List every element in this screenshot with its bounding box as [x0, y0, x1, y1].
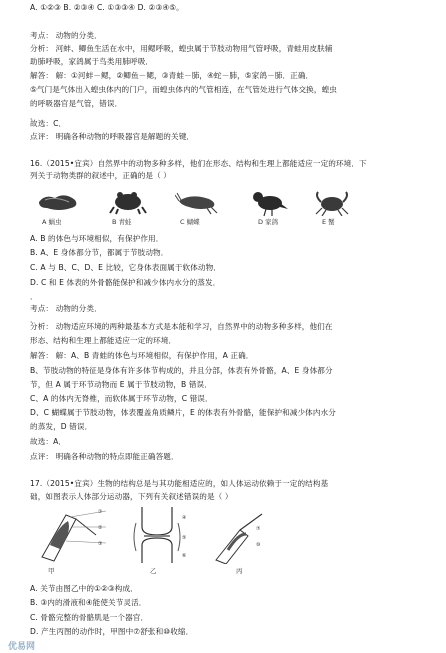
figure-label-yi: 乙 — [150, 567, 157, 575]
arm-flex-figure — [212, 510, 272, 564]
animal-caption-b: B 青蛙 — [112, 218, 132, 226]
q16-jieda-1: 解答： 解：A、B 青蛙的体色与环境相似，有保护作用，A 正确． — [30, 351, 254, 360]
q16-option-b: B. A、E 身体都分节，都属于节肢动物． — [30, 248, 169, 257]
svg-text:⑤: ⑤ — [182, 535, 187, 541]
animal-caption-e: E 蟹 — [322, 218, 335, 226]
q17-stem-2: 础，如图表示人体部分运动器，下列有关叙述错误的是（ ） — [30, 492, 233, 501]
q16-fenxi-1: 分析： 动物适应环境的两种最基本方式是本能和学习，自然界中的动物多种多样，他们在 — [30, 322, 333, 331]
q17-option-c: C. 骨骼完整的骨骼肌是一个器官． — [30, 613, 149, 622]
frog-figure — [108, 187, 148, 215]
q16-blank-1: ． — [30, 292, 38, 301]
q16-jieda-3: 节，但 A 属于环节动物而 E 属于节肢动物，B 错误． — [30, 380, 212, 389]
q17-option-d: D. 产生丙图的动作时，甲图中⑦舒张和⑩收缩． — [30, 627, 194, 636]
crab-figure — [312, 190, 352, 216]
svg-text:①: ① — [98, 509, 103, 515]
figure-label-bing: 丙 — [236, 567, 243, 575]
q15-fenxi-1: 分析： 河蚌、鲫鱼生活在水中，用鳃呼吸，蝗虫属于节肢动物用气管呼吸，青蛙用皮肤辅 — [30, 44, 333, 53]
q16-blank-2: ． — [30, 315, 38, 324]
q15-jieda-3: 的呼吸器官是气管，错误． — [30, 99, 123, 108]
q17-option-b: B. ③内的滑液和④能使关节灵活． — [30, 598, 147, 607]
q15-blank: ． — [30, 112, 38, 121]
svg-text:⑦: ⑦ — [256, 526, 261, 532]
q16-answer: 故选：A． — [30, 437, 67, 446]
arm-muscle-figure — [36, 505, 110, 565]
q16-stem-1: 16.（2015•宜宾）自然界中的动物多种多样，他们在形态、结构和生理上都能适应一定的环境．下 — [30, 159, 367, 168]
q17-option-a: A. 关节由图乙中的①②③构成． — [30, 584, 138, 593]
svg-text:③: ③ — [98, 541, 103, 547]
pigeon-figure — [250, 189, 288, 217]
q16-jieda-6: 的蒸发，D 错误． — [30, 422, 93, 431]
q16-jieda-5: D、C 蝴蝶属于节肢动物，体表覆盖角质鳞片，E 的体表有外骨骼，能保护和减少体内水分 — [30, 408, 336, 417]
q17-stem-1: 17.（2015•宜宾）生物的结构总是与其功能相适应的，如人体运动依赖于一定的结构基 — [30, 479, 329, 488]
q16-option-c: C. A 与 B、C、D、E 比较，它身体表面属于软体动物． — [30, 263, 222, 272]
animal-caption-c: C 蝴蝶 — [180, 218, 200, 226]
planaria-figure — [35, 188, 83, 214]
svg-text:⑩: ⑩ — [256, 542, 261, 548]
animal-caption-a: A 蜗虫 — [42, 218, 62, 226]
q15-answer: 故选：C． — [30, 119, 67, 128]
svg-text:④: ④ — [182, 515, 187, 521]
svg-text:②: ② — [98, 525, 103, 531]
q16-kaodian: 考点： 动物的分类． — [30, 304, 102, 313]
q16-option-a: A. B 的体色与环境相似，有保护作用． — [30, 234, 164, 243]
q16-stem-2: 列关于动物类群的叙述中，正确的是（ ） — [30, 171, 171, 180]
shrimp-figure — [175, 191, 219, 215]
svg-text:⑥: ⑥ — [182, 553, 187, 559]
prev-question-options: A. ①②③ B. ②③④ C. ①③③④ D. ②③④⑤。 — [30, 3, 184, 12]
joint-figure — [122, 505, 192, 565]
q15-fenxi-2: 助肺呼吸，家鸽属于鸟类用肺呼吸． — [30, 57, 154, 66]
q16-jieda-2: B、节肢动物的特征是身体有许多体节构成的，并且分部，体表有外骨骼，A、E 身体都分 — [30, 366, 333, 375]
q15-kaodian: 考点： 动物的分类． — [30, 31, 102, 40]
watermark-logo: 优易网 — [8, 642, 36, 652]
q16-option-d: D. C 和 E 体表的外骨骼能保护和减少体内水分的蒸发． — [30, 278, 221, 287]
figure-label-jia: 甲 — [48, 567, 55, 575]
q15-jieda-2: ⑤气门是气体出入蝗虫体内的门户，而蝗虫体内的气管相连，在气管处进行气体交换，蝗虫 — [30, 85, 337, 94]
animal-caption-d: D 家鸽 — [258, 218, 279, 226]
q16-dianping: 点评： 明确各种动物的特点即能正确答题． — [30, 452, 179, 461]
q15-dianping: 点评： 明确各种动物的呼吸器官是解题的关键． — [30, 132, 195, 141]
q16-jieda-4: C、A 的体内无脊椎，而软体属于环节动物，C 错误． — [30, 394, 213, 403]
q16-fenxi-2: 形态、结构和生理上都能适应一定的环境． — [30, 336, 177, 345]
q15-jieda-1: 解答： 解：①河蚌－鳃，②鲫鱼－鳃，③青蛙－肺，④蛇－肺，⑤家鸽－肺．正确． — [30, 71, 314, 80]
